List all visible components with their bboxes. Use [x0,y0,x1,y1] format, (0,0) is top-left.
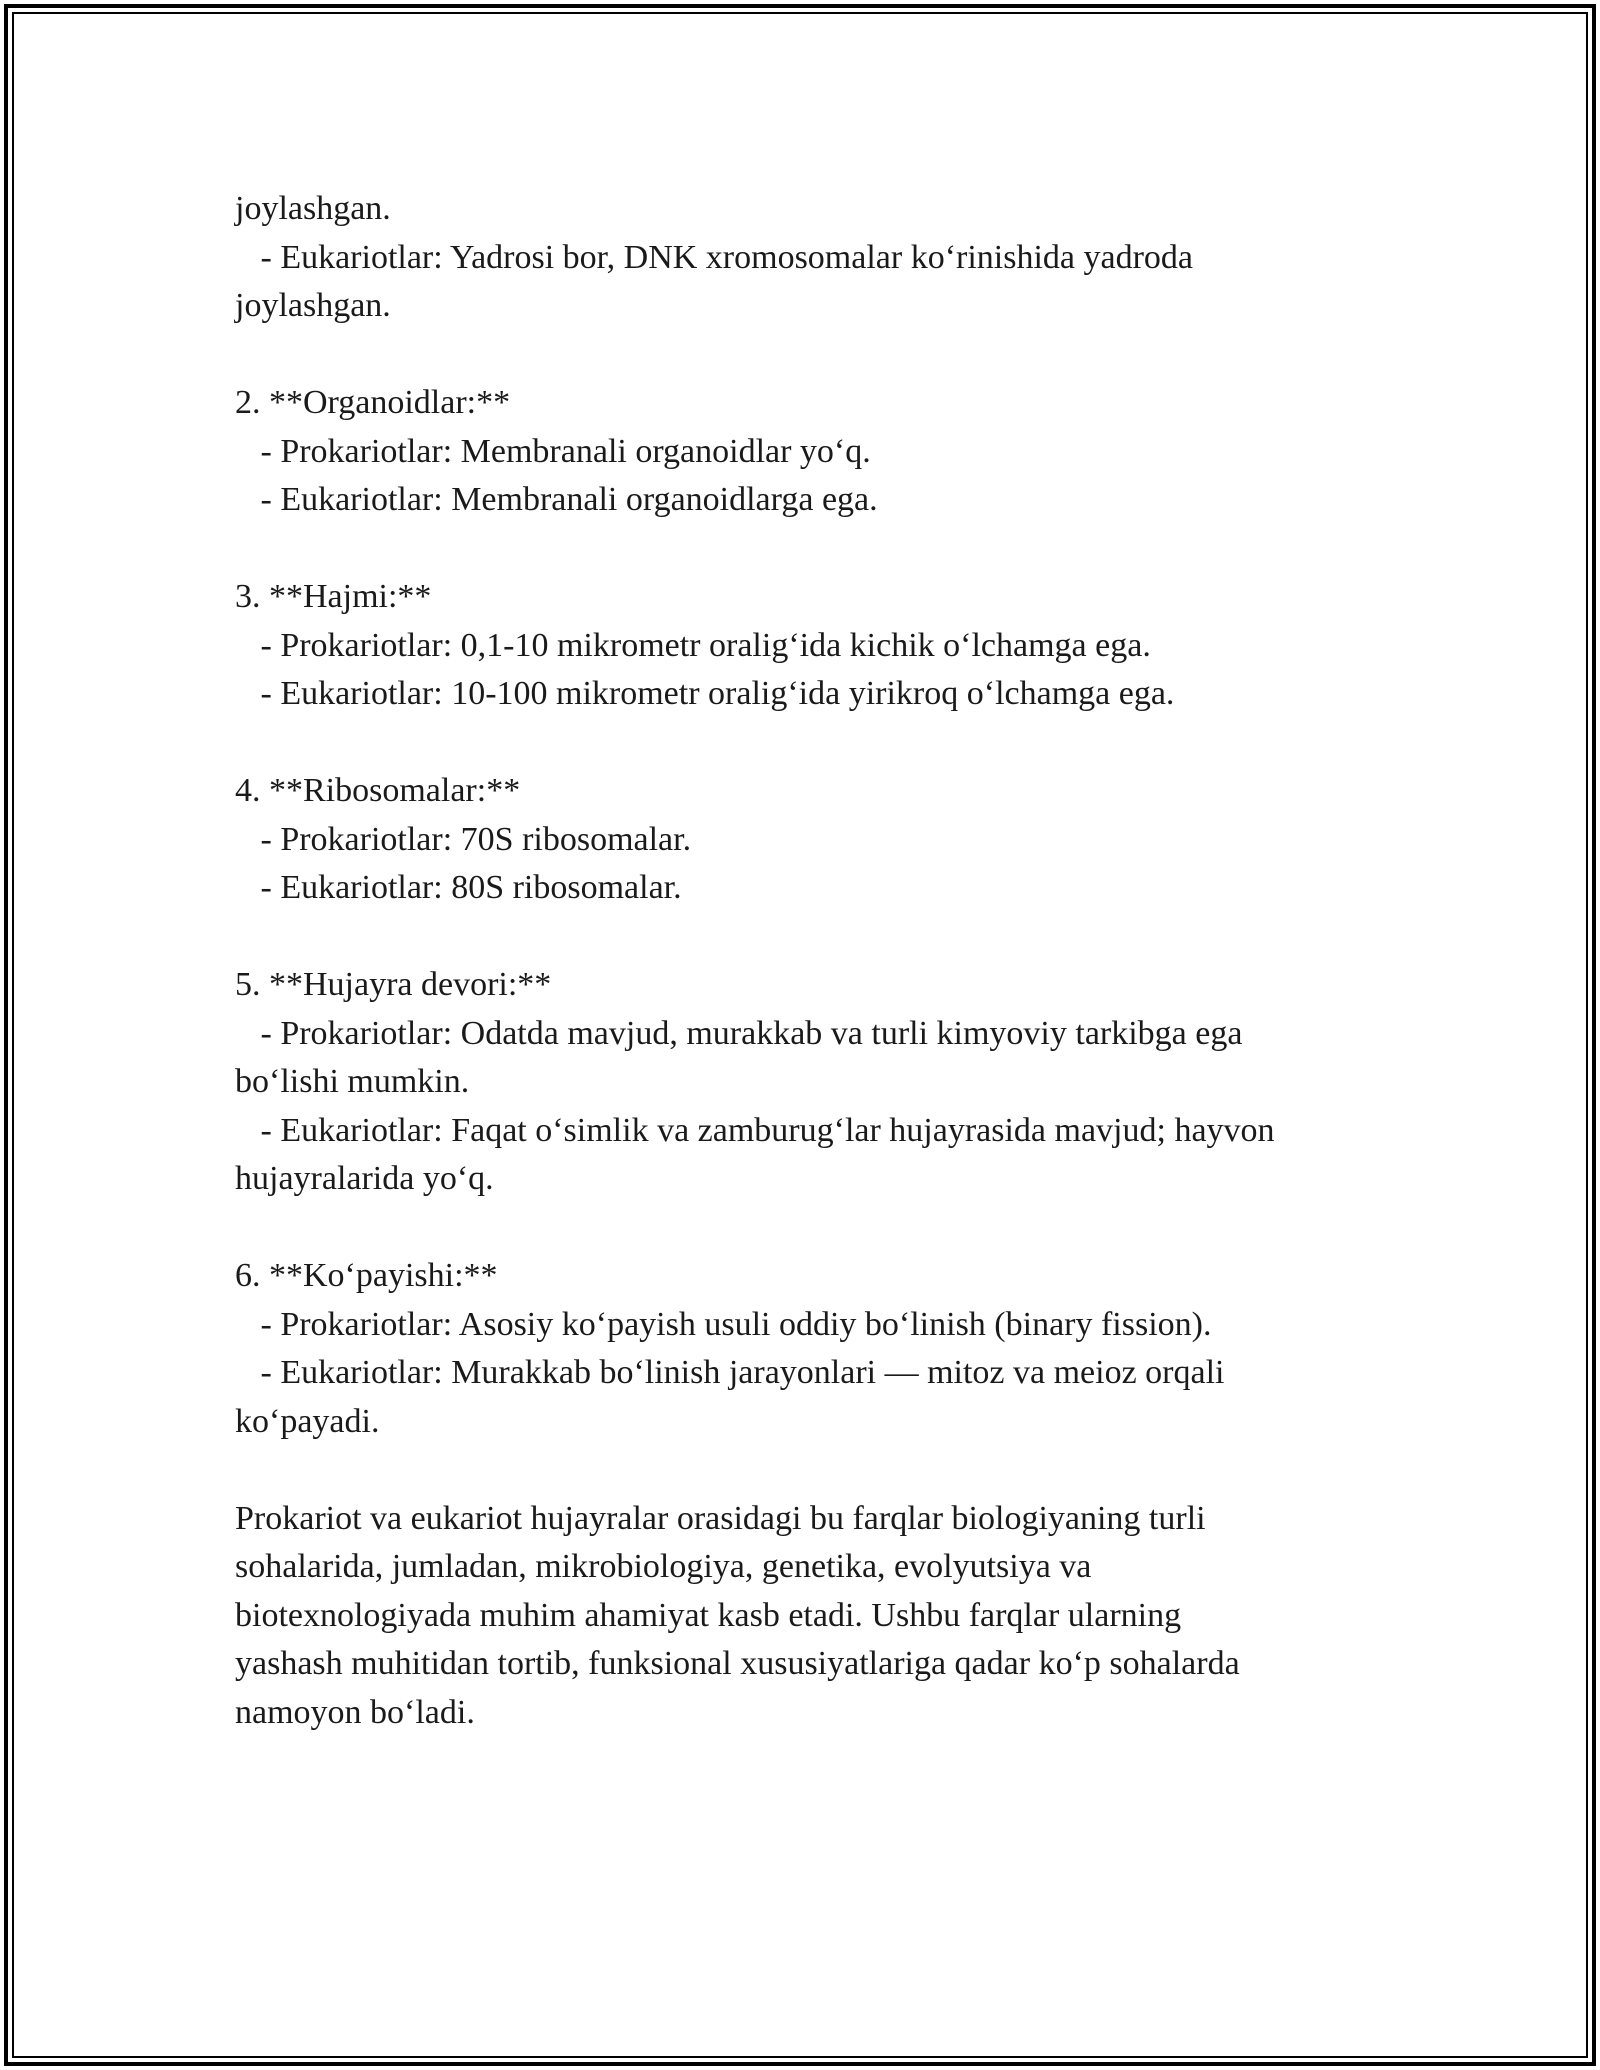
text-line: hujayralarida yoʻq. [235,1160,494,1197]
paragraph-line: yashash muhitidan tortib, funksional xususiyatlariga qadar koʻp sohalarda [235,1645,1240,1682]
text-line: - Eukariotlar: 80S ribosomalar. [235,869,682,906]
blank-line [235,719,1415,768]
text-line: - Prokariotlar: Membranali organoidlar yoʻq. [235,432,871,470]
paragraph-line: Prokariot va eukariot hujayralar orasidagi bu farqlar biologiyaning turli [235,1499,1206,1537]
blank-line [235,331,1415,380]
blank-line [235,525,1415,574]
section-heading: 6. **Koʻpayishi:** [235,1257,498,1294]
text-line: - Eukariotlar: 10-100 mikrometr oraligʻida yirikroq oʻlchamga ega. [235,675,1175,712]
document-body [235,185,1415,1737]
paragraph-line: namoyon boʻladi. [235,1693,475,1731]
text-line: joylashgan. [235,190,391,227]
text-line: - Eukariotlar: Yadrosi bor, DNK xromosomalar koʻrinishida yadroda [235,238,1194,276]
blank-line [235,1446,1415,1495]
section-heading: 3. **Hajmi:** [235,578,432,615]
text-line: - Eukariotlar: Membranali organoidlarga ega. [235,481,878,518]
text-line: - Eukariotlar: Faqat oʻsimlik va zamburugʻlar hujayrasida mavjud; hayvon [235,1111,1275,1149]
blank-line [235,913,1415,962]
text-line: - Prokariotlar: Odatda mavjud, murakkab va turli kimyoviy tarkibga ega [235,1014,1243,1052]
text-line: joylashgan. [235,287,391,324]
section-heading: 2. **Organoidlar:** [235,384,511,421]
text-line: - Prokariotlar: 0,1-10 mikrometr oraligʻida kichik oʻlchamga ega. [235,626,1151,664]
paragraph-line: biotexnologiyada muhim ahamiyat kasb etadi. Ushbu farqlar ularning [235,1596,1182,1634]
section-heading: 5. **Hujayra devori:** [235,966,552,1003]
section-heading: 4. **Ribosomalar:** [235,772,521,809]
text-line: - Prokariotlar: 70S ribosomalar. [235,820,692,858]
blank-line [235,1204,1415,1253]
text-line: - Prokariotlar: Asosiy koʻpayish usuli oddiy boʻlinish (binary fission). [235,1305,1212,1343]
text-line: boʻlishi mumkin. [235,1063,470,1100]
paragraph-line: sohalarida, jumladan, mikrobiologiya, genetika, evolyutsiya va [235,1548,1092,1585]
text-line: - Eukariotlar: Murakkab boʻlinish jarayonlari — mitoz va meioz orqali [235,1354,1225,1391]
text-line: koʻpayadi. [235,1402,380,1440]
